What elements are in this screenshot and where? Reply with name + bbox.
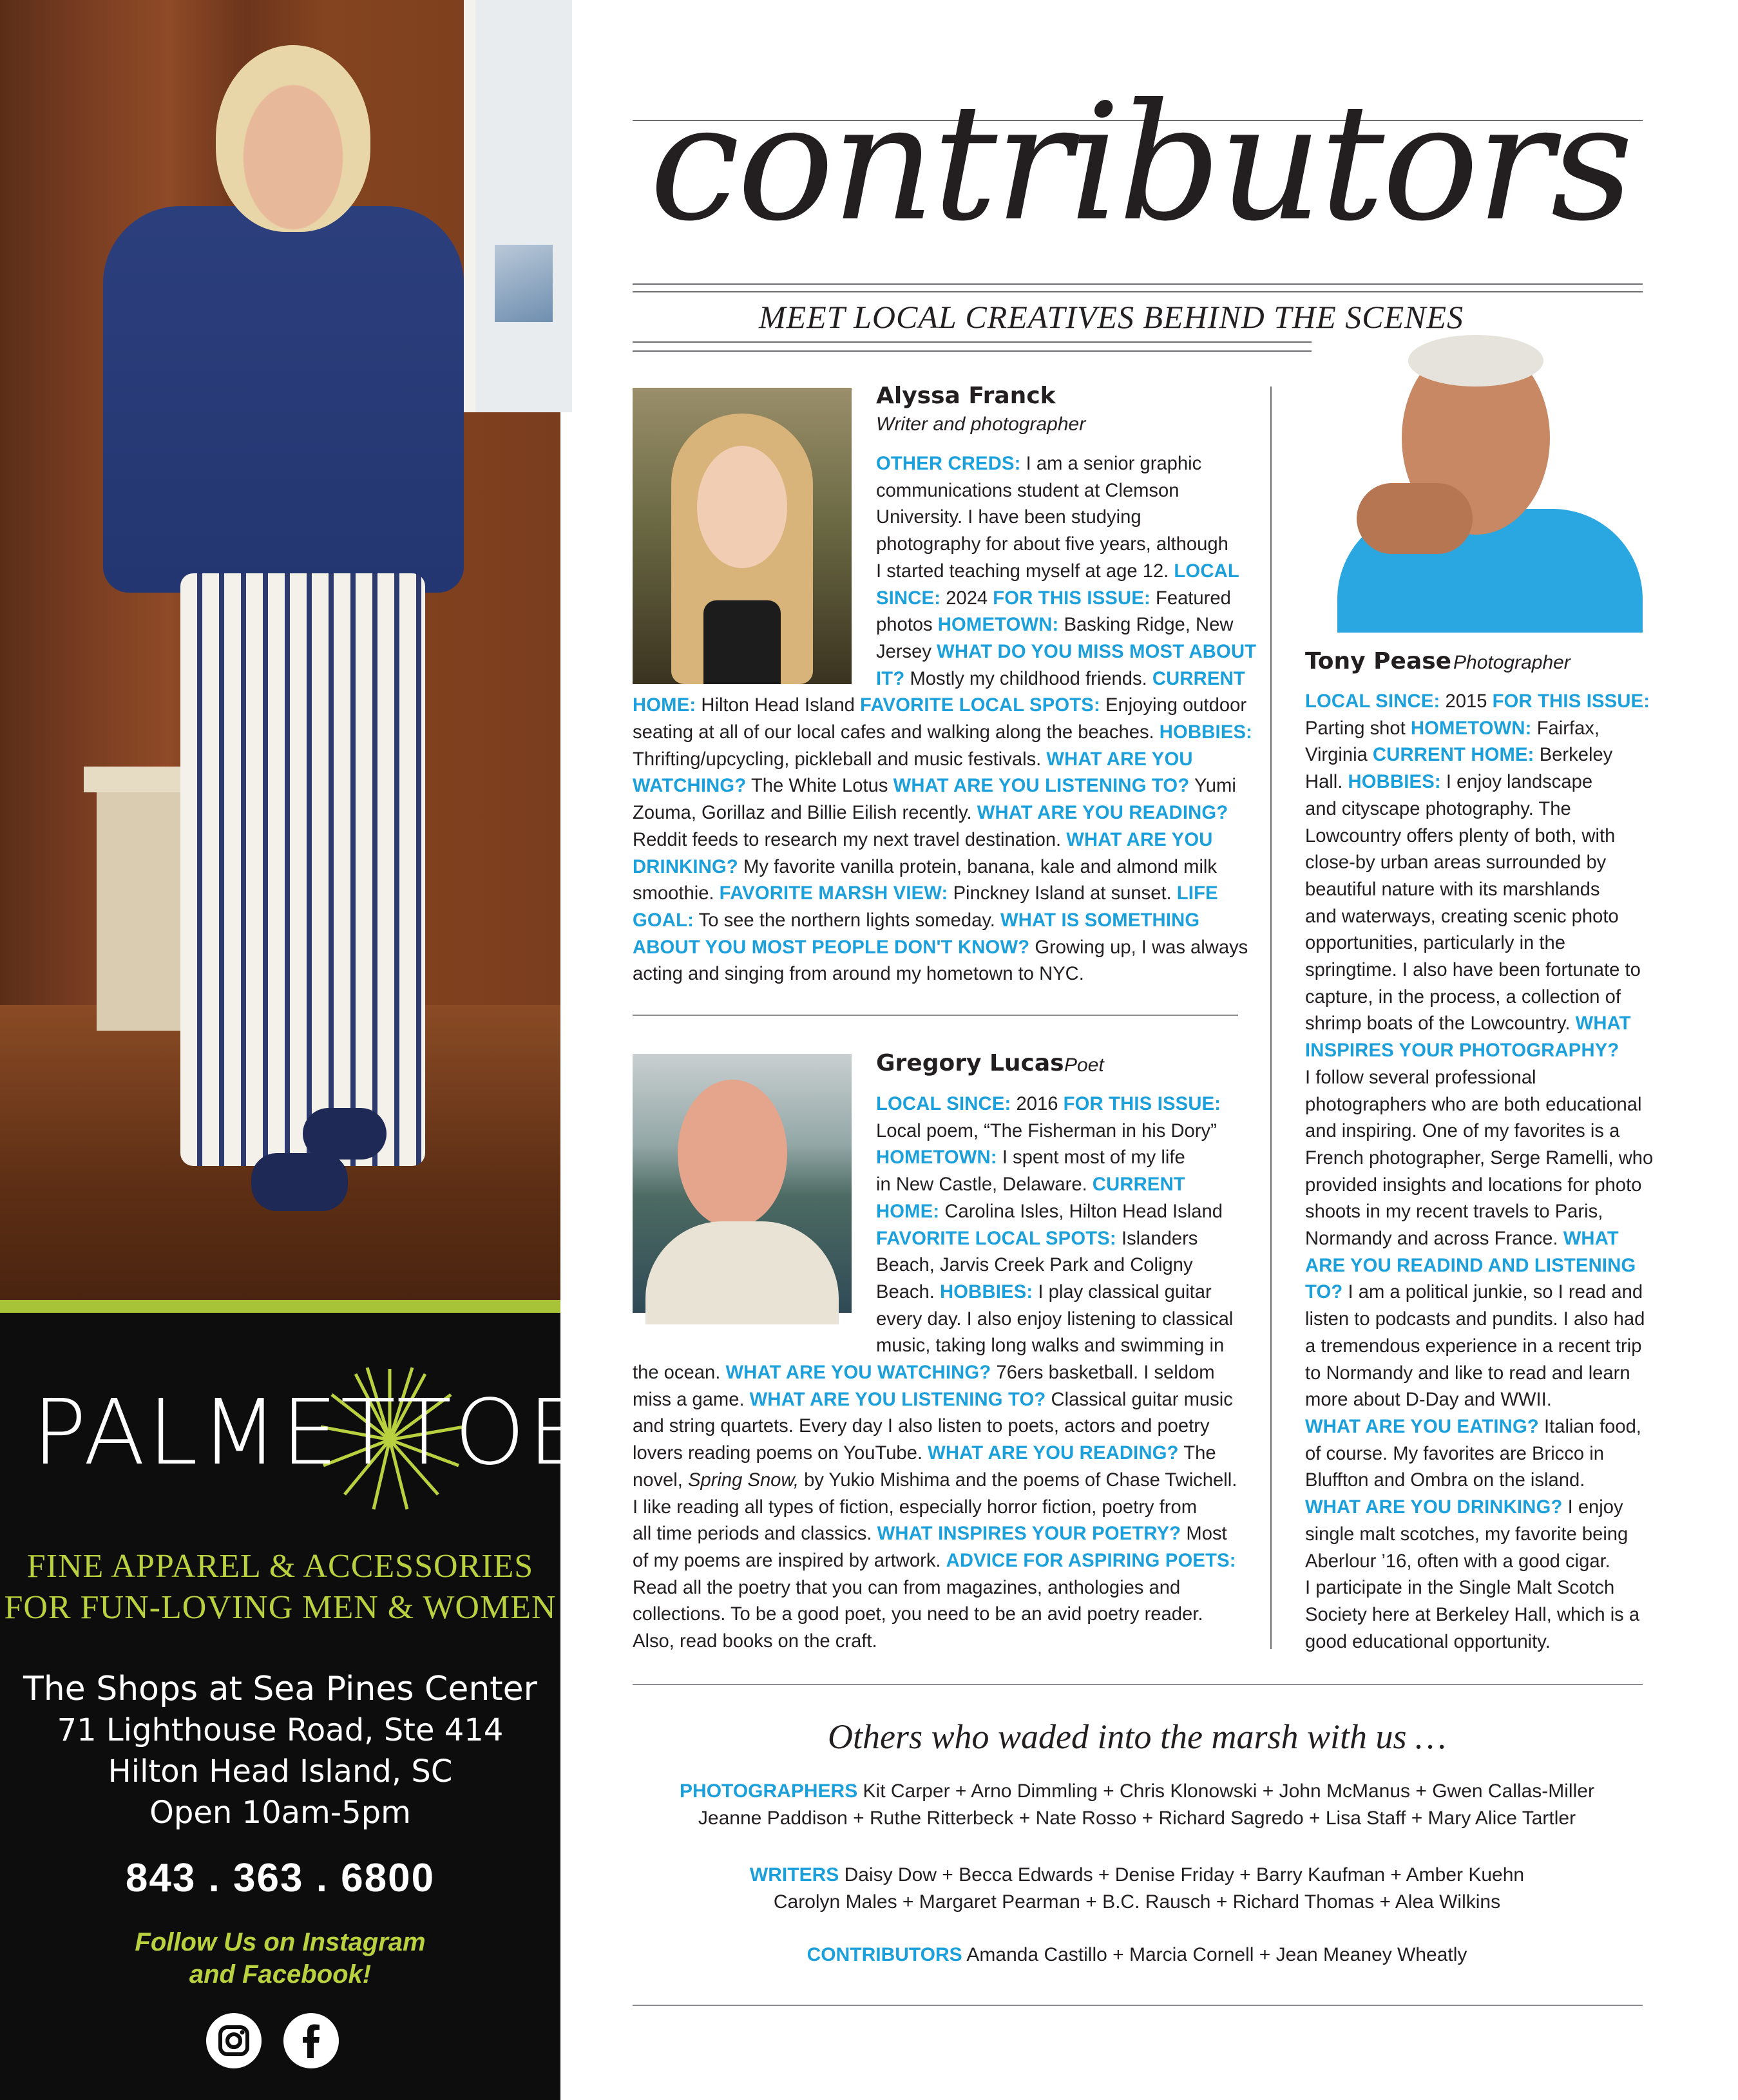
bio-line: GOAL: To see the northern lights someday. WHAT IS SOMETHING bbox=[633, 910, 1200, 931]
bio-label: HOME: bbox=[633, 695, 696, 716]
address-line: Hilton Head Island, SC bbox=[108, 1753, 453, 1790]
header-rule bbox=[633, 291, 1643, 292]
bio-line: FAVORITE LOCAL SPOTS: Islanders bbox=[876, 1228, 1198, 1249]
bio-line: of my poems are inspired by artwork. ADVICE FOR ASPIRING POETS: bbox=[633, 1550, 1236, 1571]
bio-line: lovers reading poems on YouTube. WHAT ARE YOU READING? The bbox=[633, 1443, 1216, 1464]
address-line: The Shops at Sea Pines Center bbox=[23, 1670, 538, 1708]
bio-label: WHAT IS SOMETHING bbox=[1000, 910, 1200, 931]
bio-line: HOME: Carolina Isles, Hilton Head Island bbox=[876, 1201, 1223, 1222]
bio-line: music, taking long walks and swimming in bbox=[876, 1335, 1225, 1357]
bio-line: and string quartets. Every day I also listen to poets, actors and poetry bbox=[633, 1416, 1210, 1437]
bio-label: FAVORITE LOCAL SPOTS: bbox=[860, 695, 1100, 716]
bio-line: close-by urban areas surrounded by bbox=[1305, 852, 1607, 873]
bio-line: Society here at Berkeley Hall, which is a bbox=[1305, 1604, 1640, 1625]
model-shoe bbox=[303, 1108, 387, 1160]
bio-line: HOMETOWN: I spent most of my life bbox=[876, 1147, 1185, 1169]
social-follow-text bbox=[0, 1926, 560, 1990]
bio-line: HOME: Hilton Head Island FAVORITE LOCAL SPOTS: Enjoying outdoor bbox=[633, 695, 1247, 716]
store-phone: 843 . 363 . 6800 bbox=[125, 1856, 435, 1900]
bio-line: Lowcountry offers plenty of both, with bbox=[1305, 825, 1616, 846]
contributor-bio bbox=[1305, 689, 1654, 1656]
bio-label: ADVICE FOR ASPIRING POETS: bbox=[946, 1550, 1236, 1571]
bio-line: IT? Mostly my childhood friends. CURRENT bbox=[876, 668, 1245, 689]
bio-label: INSPIRES YOUR PHOTOGRAPHY? bbox=[1305, 1040, 1619, 1062]
bio-line: Reddit feeds to research my next travel destination. WHAT ARE YOU bbox=[633, 829, 1213, 850]
bio-line: smoothie. FAVORITE MARSH VIEW: Pinckney Island at sunset. LIFE bbox=[633, 883, 1218, 904]
contributor-role: Photographer bbox=[1453, 652, 1571, 673]
bio-line: WHAT ARE YOU EATING? Italian food, bbox=[1305, 1416, 1641, 1437]
section-divider bbox=[633, 1684, 1643, 1685]
bio-line: every day. I also enjoy listening to classical bbox=[876, 1308, 1234, 1330]
credit-label: WRITERS bbox=[749, 1864, 839, 1885]
credit-names: Carolyn Males + Margaret Pearman + B.C. Rausch + Richard Thomas + Alea Wilkins bbox=[773, 1891, 1501, 1913]
bio-line: provided insights and locations for photo bbox=[1305, 1174, 1642, 1196]
bio-label: CURRENT bbox=[1092, 1174, 1185, 1196]
bio-line: communications student at Clemson bbox=[876, 480, 1179, 501]
bio-line: and waterways, creating scenic photo bbox=[1305, 906, 1619, 927]
bio-line bbox=[1305, 1253, 1647, 1280]
bio-line: Zouma, Gorillaz and Billie Eilish recently. WHAT ARE YOU READING? bbox=[633, 803, 1228, 824]
bio-label: WHAT ARE YOU LISTENING TO? bbox=[749, 1389, 1046, 1410]
wall-painting bbox=[464, 0, 572, 412]
column-divider bbox=[1270, 387, 1272, 1649]
contributor-role: Writer and photographer bbox=[876, 414, 1086, 435]
bio-label: FOR THIS ISSUE: bbox=[993, 587, 1151, 609]
bio-line: acting and singing from around my hometown to NYC. bbox=[633, 964, 1084, 985]
tagline-line: FOR FUN-LOVING MEN & WOMEN bbox=[4, 1589, 557, 1626]
credit-names: Jeanne Paddison + Ruthe Ritterbeck + Nate Rosso + Richard Sagredo + Lisa Staff + Mary Alice Tartler bbox=[698, 1808, 1576, 1829]
bio-label: OTHER CREDS: bbox=[876, 453, 1021, 474]
model-shoe bbox=[251, 1153, 348, 1211]
contributor-name: Alyssa Franck bbox=[876, 383, 1056, 409]
bio-line: Jersey WHAT DO YOU MISS MOST ABOUT bbox=[876, 641, 1257, 662]
bio-line: Normandy and across France. WHAT bbox=[1305, 1228, 1619, 1250]
bio-line: LOCAL SINCE: 2016 FOR THIS ISSUE: bbox=[876, 1094, 1221, 1114]
photographers-credit bbox=[631, 1778, 1643, 1832]
bio-label: IT? bbox=[876, 668, 905, 689]
bio-line: and cityscape photography. The bbox=[1305, 798, 1571, 819]
bio-line: the ocean. WHAT ARE YOU WATCHING? 76ers basketball. I seldom bbox=[633, 1362, 1215, 1384]
bio-label: LIFE bbox=[1176, 883, 1218, 904]
bio-label: WHAT ARE YOU bbox=[1066, 829, 1213, 850]
bio-label: HOMETOWN: bbox=[1410, 718, 1532, 739]
bio-line: novel, Spring Snow, by Yukio Mishima and the poems of Chase Twichell. bbox=[633, 1469, 1237, 1491]
section-divider bbox=[633, 1015, 1238, 1016]
bio-line: photos HOMETOWN: Basking Ridge, New bbox=[876, 615, 1234, 636]
credit-names: Amanda Castillo + Marcia Cornell + Jean Meaney Wheatly bbox=[962, 1944, 1467, 1965]
bio-line: ABOUT YOU MOST PEOPLE DON'T KNOW? Growing up, I was always bbox=[633, 937, 1248, 958]
bio-line: Parting shot HOMETOWN: Fairfax, bbox=[1305, 718, 1600, 739]
bio-line: single malt scotches, my favorite being bbox=[1305, 1523, 1628, 1545]
bio-line: shoots in my recent travels to Paris, bbox=[1305, 1201, 1603, 1223]
bio-line: seating at all of our local cafes and walking along the beaches. HOBBIES: bbox=[633, 722, 1253, 743]
bio-line: University. I have been studying bbox=[876, 507, 1141, 528]
bio-label: LOCAL bbox=[1174, 560, 1239, 582]
bio-line: beautiful nature with its marshlands bbox=[1305, 879, 1600, 900]
bio-label: HOMETOWN: bbox=[876, 1147, 997, 1169]
bio-line: Read all the poetry that you can from magazines, anthologies and bbox=[633, 1577, 1181, 1598]
bio-label: FOR THIS ISSUE: bbox=[1492, 691, 1650, 712]
contributor-bio bbox=[633, 1091, 1245, 1656]
bio-line: and inspiring. One of my favorites is a bbox=[1305, 1121, 1620, 1142]
bio-line: Virginia CURRENT HOME: Berkeley bbox=[1305, 745, 1613, 766]
writers-credit bbox=[631, 1862, 1643, 1916]
bio-line: I started teaching myself at age 12. LOCAL bbox=[876, 560, 1239, 582]
header-rule bbox=[633, 283, 1643, 285]
bio-label: WHAT INSPIRES YOUR POETRY? bbox=[877, 1523, 1181, 1545]
bio-label: LOCAL SINCE: bbox=[876, 1094, 1011, 1114]
palmettoes-logo bbox=[26, 1362, 647, 1517]
bio-label: HOMETOWN: bbox=[937, 615, 1059, 636]
contributors-credit bbox=[631, 1942, 1643, 1969]
bio-label: GOAL: bbox=[633, 910, 694, 931]
bio-line: Aberlour ’16, often with a good cigar. bbox=[1305, 1551, 1610, 1572]
bio-label: ABOUT YOU MOST PEOPLE DON'T KNOW? bbox=[633, 937, 1030, 958]
facebook-icon[interactable] bbox=[283, 2013, 339, 2068]
bio-line: more about D-Day and WWII. bbox=[1305, 1389, 1552, 1411]
bio-label: WHAT ARE YOU LISTENING TO? bbox=[893, 776, 1190, 797]
others-heading: Others who waded into the marsh with us … bbox=[827, 1717, 1447, 1756]
bio-line: miss a game. WHAT ARE YOU LISTENING TO? Classical guitar music bbox=[633, 1389, 1233, 1410]
credit-label: CONTRIBUTORS bbox=[807, 1944, 962, 1965]
store-hours: Open 10am-5pm bbox=[149, 1795, 411, 1831]
bio-line: DRINKING? My favorite vanilla protein, banana, kale and almond milk bbox=[633, 856, 1218, 877]
bio-label: HOBBIES: bbox=[1348, 772, 1441, 793]
bio-line: opportunities, particularly in the bbox=[1305, 933, 1565, 954]
brand-name: PALMETTOES bbox=[32, 1380, 647, 1485]
bio-label: WHAT ARE YOU bbox=[1046, 749, 1193, 770]
model-blouse bbox=[103, 206, 464, 593]
palmettoes-advertisement bbox=[0, 0, 647, 2100]
contributor-role: Poet bbox=[1064, 1055, 1104, 1076]
bio-line: to Normandy and like to read and learn bbox=[1305, 1362, 1630, 1384]
bio-line: Hall. HOBBIES: I enjoy landscape bbox=[1305, 772, 1593, 793]
bio-line: OTHER CREDS: I am a senior graphic bbox=[876, 453, 1202, 474]
bio-line: in New Castle, Delaware. CURRENT bbox=[876, 1174, 1185, 1196]
book-title: Spring Snow, bbox=[688, 1469, 799, 1491]
bio-label: TO? bbox=[1305, 1282, 1343, 1303]
contributor-bio bbox=[633, 451, 1257, 988]
bio-line: I like reading all types of fiction, especially horror fiction, poetry from bbox=[633, 1496, 1198, 1518]
bio-label: ARE YOU READIND AND LISTENING bbox=[1305, 1255, 1636, 1276]
bio-label: FAVORITE MARSH VIEW: bbox=[719, 883, 948, 904]
bio-line: collections. To be a good poet, you need to be an avid poetry reader. bbox=[633, 1604, 1203, 1625]
bio-line: good educational opportunity. bbox=[1305, 1631, 1551, 1652]
bio-line: of course. My favorites are Bricco in bbox=[1305, 1443, 1604, 1464]
bio-label: DRINKING? bbox=[633, 856, 738, 877]
social-icons bbox=[206, 2013, 361, 2071]
bio-line: Also, read books on the craft. bbox=[633, 1631, 877, 1652]
follow-line: and Facebook! bbox=[189, 1960, 372, 1989]
bio-label: LOCAL SINCE: bbox=[1305, 691, 1440, 712]
bio-label: FAVORITE LOCAL SPOTS: bbox=[876, 1228, 1116, 1249]
bio-line: I follow several professional bbox=[1305, 1067, 1536, 1088]
tagline-line: FINE APPAREL & ACCESSORIES bbox=[26, 1548, 534, 1585]
bio-line: capture, in the process, a collection of bbox=[1305, 986, 1621, 1007]
bio-line: WHAT ARE YOU DRINKING? I enjoy bbox=[1305, 1497, 1623, 1518]
bio-line: I participate in the Single Malt Scotch bbox=[1305, 1578, 1615, 1599]
bio-line: listen to podcasts and pundits. I also had bbox=[1305, 1309, 1645, 1330]
model-striped-pants bbox=[180, 573, 425, 1166]
bio-label: SINCE: bbox=[876, 587, 941, 609]
contributor-name: Tony Pease bbox=[1305, 648, 1452, 674]
bio-line: WATCHING? The White Lotus WHAT ARE YOU LISTENING TO? Yumi bbox=[633, 776, 1236, 797]
credit-names: Daisy Dow + Becca Edwards + Denise Friday + Barry Kaufman + Amber Kuehn bbox=[839, 1864, 1525, 1885]
ad-tagline bbox=[0, 1546, 560, 1628]
follow-line: Follow Us on Instagram bbox=[135, 1928, 426, 1956]
bio-label: WHAT bbox=[1563, 1228, 1619, 1250]
bio-label: WATCHING? bbox=[633, 776, 747, 797]
ad-model-photo bbox=[0, 0, 560, 1300]
bio-line: TO? I am a political junkie, so I read and bbox=[1305, 1282, 1643, 1303]
bio-line: Bluffton and Ombra on the island. bbox=[1305, 1470, 1585, 1491]
bio-label: CURRENT bbox=[1152, 668, 1245, 689]
bio-line: Thrifting/upcycling, pickleball and music festivals. WHAT ARE YOU bbox=[633, 749, 1193, 770]
bio-line: Local poem, “The Fisherman in his Dory” bbox=[876, 1120, 1217, 1141]
bio-line: photographers who are both educational bbox=[1305, 1094, 1642, 1115]
bio-line: photography for about five years, although bbox=[876, 534, 1228, 555]
bio-line: all time periods and classics. WHAT INSPIRES YOUR POETRY? Most bbox=[633, 1523, 1227, 1545]
page-subtitle: MEET LOCAL CREATIVES BEHIND THE SCENES bbox=[758, 299, 1464, 335]
store-address bbox=[0, 1668, 560, 1833]
bio-line: SINCE: 2024 FOR THIS ISSUE: Featured bbox=[876, 587, 1231, 609]
bio-line: Beach. HOBBIES: I play classical guitar bbox=[876, 1281, 1212, 1303]
bio-label: WHAT DO YOU MISS MOST ABOUT bbox=[937, 641, 1257, 662]
credit-names: Kit Carper + Arno Dimmling + Chris Klonowski + John McManus + Gwen Callas-Miller bbox=[857, 1780, 1594, 1802]
credit-label: PHOTOGRAPHERS bbox=[680, 1780, 858, 1802]
footer-rule bbox=[633, 2005, 1643, 2006]
bio-line bbox=[1305, 1038, 1647, 1065]
bio-line: springtime. I also have been fortunate to bbox=[1305, 960, 1641, 981]
bio-label: WHAT ARE YOU DRINKING? bbox=[1305, 1497, 1563, 1518]
model-head bbox=[216, 45, 370, 232]
page-title: contributors bbox=[649, 69, 1631, 256]
bio-label: WHAT bbox=[1575, 1013, 1631, 1035]
bio-label: WHAT ARE YOU READING? bbox=[977, 803, 1228, 824]
tony-pease-photo bbox=[1312, 341, 1643, 633]
bio-label: WHAT ARE YOU READING? bbox=[928, 1443, 1179, 1464]
bio-line: shrimp boats of the Lowcountry. WHAT bbox=[1305, 1013, 1631, 1035]
bio-label: FOR THIS ISSUE: bbox=[1063, 1094, 1221, 1114]
bio-label: WHAT ARE YOU WATCHING? bbox=[725, 1362, 991, 1384]
bio-label: HOBBIES: bbox=[1159, 722, 1253, 743]
bio-line: Beach, Jarvis Creek Park and Coligny bbox=[876, 1255, 1193, 1276]
contributor-name: Gregory Lucas bbox=[876, 1050, 1064, 1076]
address-line: 71 Lighthouse Road, Ste 414 bbox=[57, 1712, 504, 1748]
bio-label: HOBBIES: bbox=[939, 1281, 1033, 1303]
bio-label: WHAT ARE YOU EATING? bbox=[1305, 1416, 1539, 1437]
bio-label: HOME: bbox=[876, 1201, 940, 1222]
bio-line: LOCAL SINCE: 2015 FOR THIS ISSUE: bbox=[1305, 691, 1650, 712]
instagram-icon[interactable] bbox=[206, 2013, 262, 2068]
bio-label: CURRENT HOME: bbox=[1372, 745, 1534, 766]
bio-line: a tremendous experience in a recent trip bbox=[1305, 1335, 1642, 1357]
ad-accent-stripe bbox=[0, 1300, 560, 1313]
bio-line: French photographer, Serge Ramelli, who bbox=[1305, 1147, 1654, 1169]
